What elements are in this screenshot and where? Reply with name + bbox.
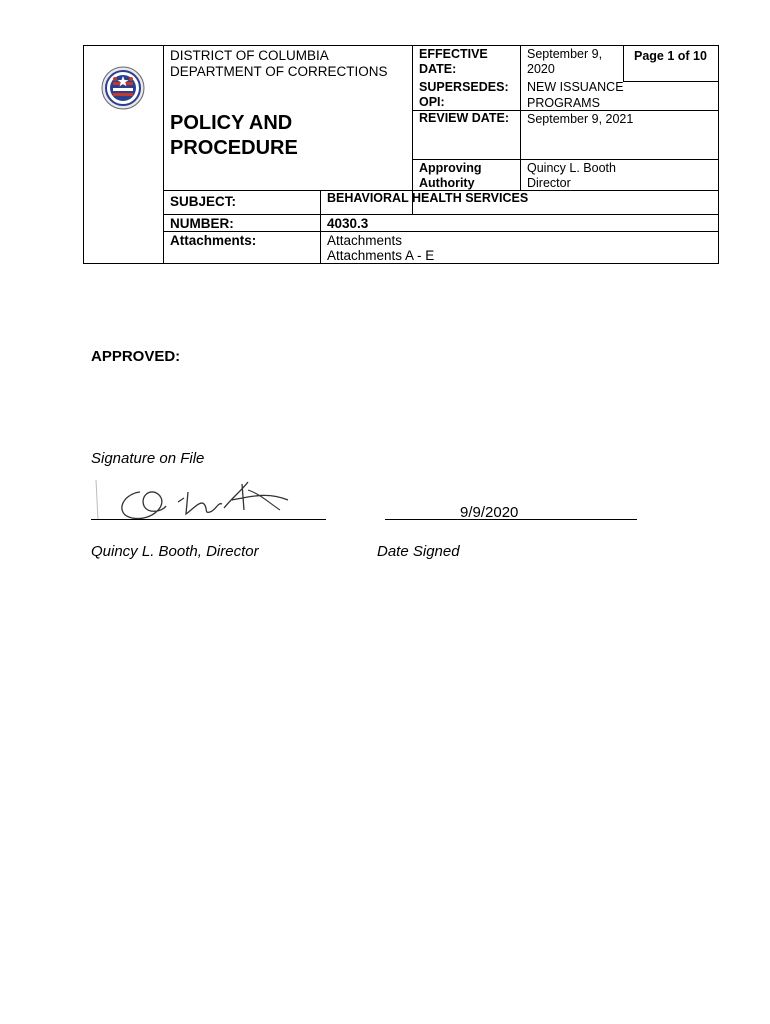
effective-date-label-line1: EFFECTIVE: [419, 47, 488, 61]
signature-note: Signature on File: [91, 450, 205, 467]
effective-date-label-line2: DATE:: [419, 62, 457, 76]
date-signed-value: 9/9/2020: [460, 504, 519, 521]
approved-heading: APPROVED:: [91, 348, 181, 365]
attachments-value-line1: Attachments: [327, 233, 403, 248]
signature-line: [91, 519, 326, 520]
effective-date-value-line1: September 9,: [527, 47, 603, 61]
supersedes-value: NEW ISSUANCE: [527, 80, 624, 94]
table-divider: [520, 45, 521, 190]
signer-caption: Quincy L. Booth, Director: [91, 543, 259, 560]
table-divider: [623, 81, 719, 82]
dc-corrections-seal-logo: [101, 66, 145, 110]
handwritten-signature: [92, 470, 302, 526]
agency-name-line1: DISTRICT OF COLUMBIA: [170, 48, 329, 63]
review-date-label: REVIEW DATE:: [419, 111, 510, 125]
supersedes-label: SUPERSEDES:: [419, 80, 509, 94]
attachments-label: Attachments:: [170, 233, 257, 248]
subject-value: BEHAVIORAL HEALTH SERVICES: [327, 191, 529, 205]
opi-label: OPI:: [419, 95, 445, 109]
subject-label: SUBJECT:: [170, 194, 237, 209]
date-signed-caption: Date Signed: [377, 543, 460, 560]
table-divider: [163, 214, 719, 215]
approving-authority-label-line2: Authority: [419, 176, 475, 190]
document-type-line2: PROCEDURE: [170, 137, 298, 159]
effective-date-value-line2: 2020: [527, 62, 555, 76]
document-type-line1: POLICY AND: [170, 112, 293, 134]
table-divider: [412, 159, 719, 160]
number-value: 4030.3: [327, 216, 369, 231]
attachments-value-line2: Attachments A - E: [327, 248, 435, 263]
number-label: NUMBER:: [170, 216, 234, 231]
review-date-value: September 9, 2021: [527, 112, 634, 126]
approving-authority-value-line1: Quincy L. Booth: [527, 161, 616, 175]
table-divider: [163, 231, 719, 232]
table-divider: [320, 190, 321, 264]
agency-name-line2: DEPARTMENT OF CORRECTIONS: [170, 64, 388, 79]
opi-value: PROGRAMS: [527, 96, 600, 110]
page-info: Page 1 of 10: [634, 49, 707, 63]
approving-authority-label-line1: Approving: [419, 161, 482, 175]
approving-authority-value-line2: Director: [527, 176, 571, 190]
table-divider: [623, 45, 624, 81]
